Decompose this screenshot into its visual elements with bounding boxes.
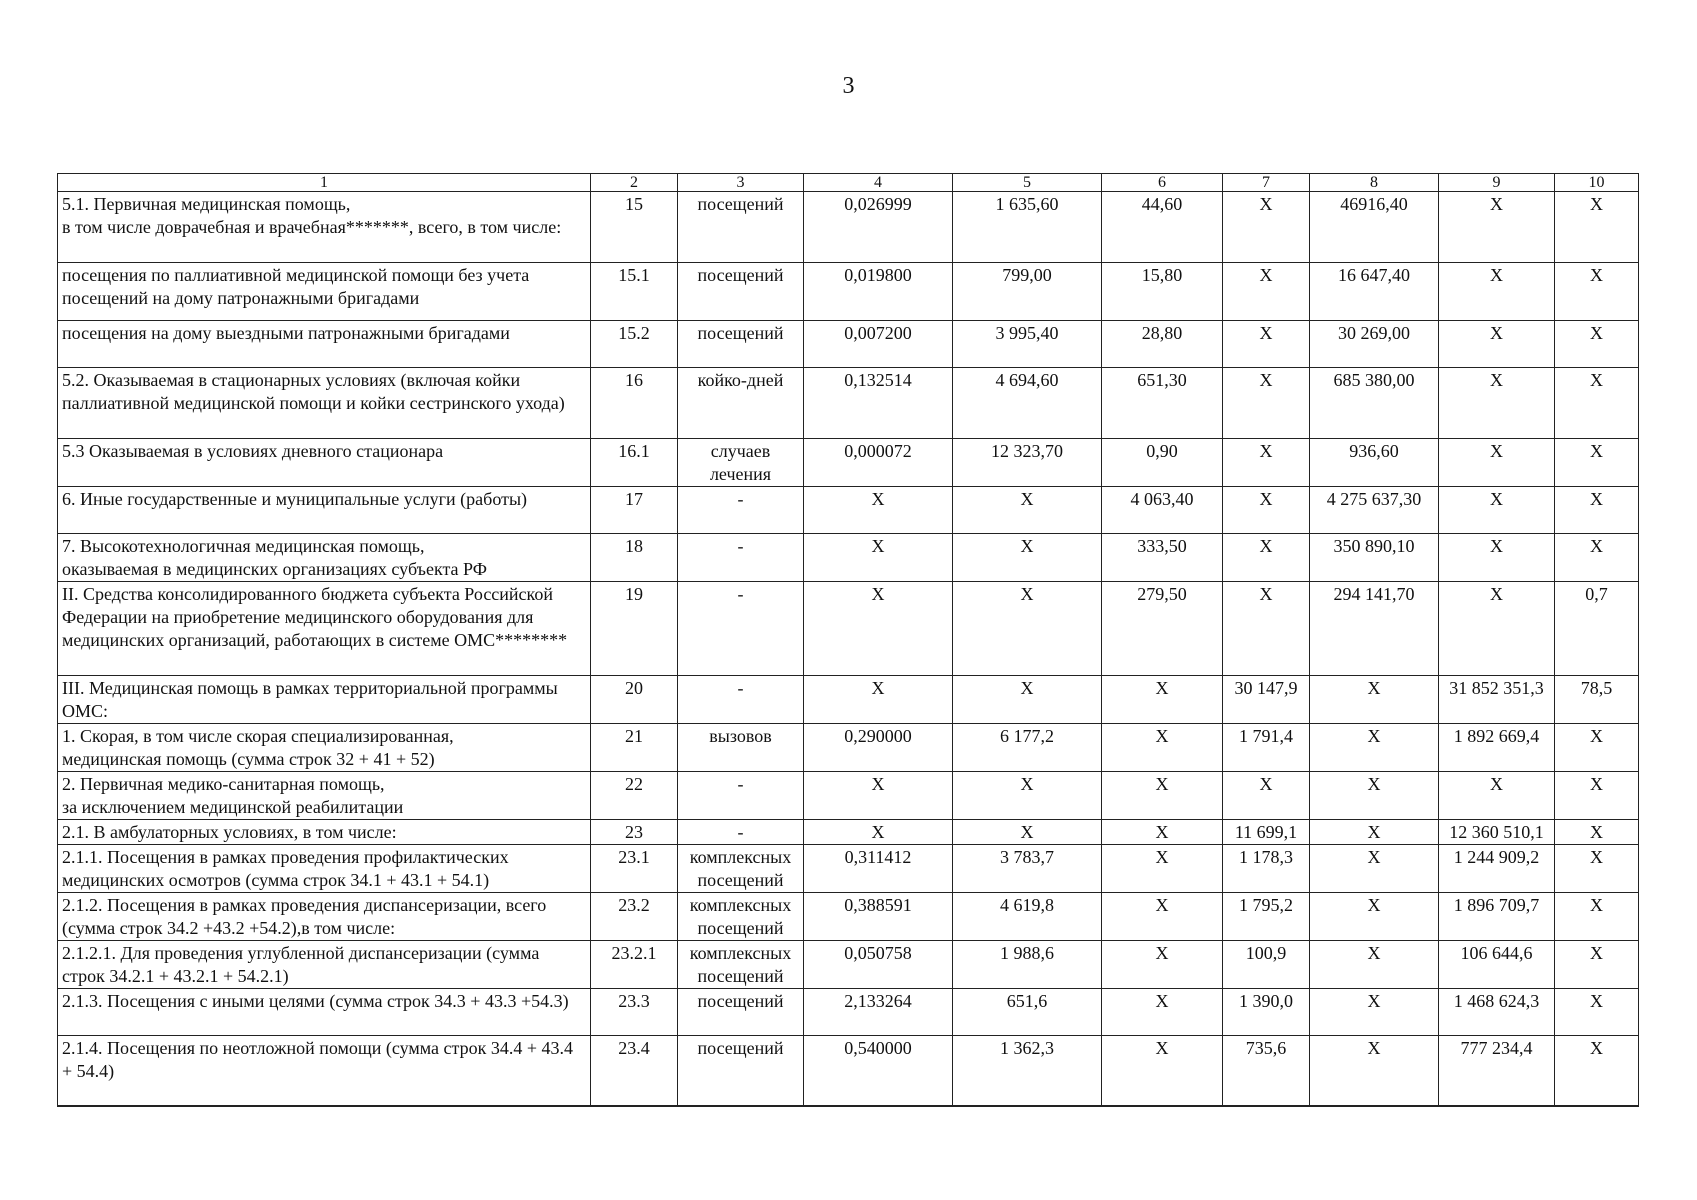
- table-row: [58, 263, 1639, 321]
- table-cell: Х: [804, 582, 953, 676]
- table-cell: 3 995,40: [953, 321, 1102, 368]
- table-cell: посещений: [678, 321, 804, 368]
- table-cell: Х: [1555, 772, 1639, 820]
- table-cell: Х: [1223, 321, 1310, 368]
- table-cell: Х: [1555, 1036, 1639, 1106]
- table-cell: Х: [1102, 845, 1223, 893]
- table-cell: Х: [1555, 439, 1639, 487]
- table-cell: 78,5: [1555, 676, 1639, 724]
- row-label-cell: 7. Высокотехнологичная медицинская помощь, оказываемая в медицинских организациях субъекта РФ: [58, 534, 591, 582]
- table-cell: Х: [1102, 772, 1223, 820]
- table-cell: -: [678, 487, 804, 534]
- table-cell: 1 896 709,7: [1439, 893, 1555, 941]
- table-cell: Х: [1310, 989, 1439, 1036]
- table-cell: 23.4: [591, 1036, 678, 1106]
- table-cell: 46916,40: [1310, 192, 1439, 263]
- table-cell: Х: [1310, 845, 1439, 893]
- table-cell: 350 890,10: [1310, 534, 1439, 582]
- table-cell: Х: [1555, 989, 1639, 1036]
- table-cell: 1 795,2: [1223, 893, 1310, 941]
- table-cell: -: [678, 534, 804, 582]
- table-cell: -: [678, 676, 804, 724]
- table-cell: 0,019800: [804, 263, 953, 321]
- column-header: 9: [1439, 174, 1555, 192]
- table-cell: 15.1: [591, 263, 678, 321]
- row-label-cell: 2.1.1. Посещения в рамках проведения профилактических медицинских осмотров (сумма строк 34.1 + 43.1 + 54.1): [58, 845, 591, 893]
- table-cell: 2,133264: [804, 989, 953, 1036]
- table-cell: 106 644,6: [1439, 941, 1555, 989]
- table-cell: 12 360 510,1: [1439, 820, 1555, 845]
- table-cell: 6 177,2: [953, 724, 1102, 772]
- table-cell: 0,290000: [804, 724, 953, 772]
- table-cell: Х: [1102, 893, 1223, 941]
- table-row: [58, 321, 1639, 368]
- table-row: [58, 941, 1639, 989]
- table-cell: 23.1: [591, 845, 678, 893]
- table-cell: -: [678, 820, 804, 845]
- data-table: [57, 173, 1639, 1107]
- table-cell: 936,60: [1310, 439, 1439, 487]
- table-cell: 1 791,4: [1223, 724, 1310, 772]
- table-cell: Х: [1223, 582, 1310, 676]
- table-cell: Х: [1555, 263, 1639, 321]
- table-cell: 777 234,4: [1439, 1036, 1555, 1106]
- table-cell: Х: [1102, 820, 1223, 845]
- table-cell: Х: [804, 772, 953, 820]
- column-header: 4: [804, 174, 953, 192]
- column-header: 3: [678, 174, 804, 192]
- table-cell: Х: [1439, 192, 1555, 263]
- table-cell: 11 699,1: [1223, 820, 1310, 845]
- row-label-cell: 2.1. В амбулаторных условиях, в том числе:: [58, 820, 591, 845]
- table-cell: 651,30: [1102, 368, 1223, 439]
- table-cell: 22: [591, 772, 678, 820]
- table-cell: Х: [1223, 772, 1310, 820]
- row-label-cell: 5.1. Первичная медицинская помощь, в том числе доврачебная и врачебная*******, всего, в том числе:: [58, 192, 591, 263]
- row-label-cell: 5.3 Оказываемая в условиях дневного стационара: [58, 439, 591, 487]
- table-cell: 0,000072: [804, 439, 953, 487]
- table-cell: 19: [591, 582, 678, 676]
- row-label-cell: посещения на дому выездными патронажными бригадами: [58, 321, 591, 368]
- row-label-cell: 2.1.2. Посещения в рамках проведения диспансеризации, всего (сумма строк 34.2 +43.2 +54.2),в том числе:: [58, 893, 591, 941]
- table-cell: Х: [1439, 368, 1555, 439]
- table-cell: 279,50: [1102, 582, 1223, 676]
- table-cell: Х: [953, 772, 1102, 820]
- table-cell: Х: [1310, 820, 1439, 845]
- table-body: [58, 192, 1639, 1106]
- table-cell: Х: [1223, 534, 1310, 582]
- table-cell: 30 269,00: [1310, 321, 1439, 368]
- table-cell: Х: [1439, 582, 1555, 676]
- table-cell: Х: [1102, 941, 1223, 989]
- table-cell: вызовов: [678, 724, 804, 772]
- table-cell: 16.1: [591, 439, 678, 487]
- table-cell: 3 783,7: [953, 845, 1102, 893]
- table-cell: 735,6: [1223, 1036, 1310, 1106]
- table-cell: Х: [804, 820, 953, 845]
- table-cell: Х: [1439, 772, 1555, 820]
- table-cell: 4 694,60: [953, 368, 1102, 439]
- table-cell: Х: [953, 487, 1102, 534]
- table-cell: Х: [1223, 192, 1310, 263]
- table-cell: 17: [591, 487, 678, 534]
- table-cell: Х: [1555, 724, 1639, 772]
- table-cell: 799,00: [953, 263, 1102, 321]
- table-row: [58, 487, 1639, 534]
- table-cell: Х: [1223, 487, 1310, 534]
- column-header: 10: [1555, 174, 1639, 192]
- table-row: [58, 989, 1639, 1036]
- table-cell: Х: [1310, 893, 1439, 941]
- table-cell: Х: [1439, 321, 1555, 368]
- table-cell: 1 468 624,3: [1439, 989, 1555, 1036]
- table-cell: посещений: [678, 263, 804, 321]
- table-cell: Х: [1223, 368, 1310, 439]
- table-cell: 100,9: [1223, 941, 1310, 989]
- table-cell: 294 141,70: [1310, 582, 1439, 676]
- row-label-cell: 6. Иные государственные и муниципальные услуги (работы): [58, 487, 591, 534]
- table-cell: 1 390,0: [1223, 989, 1310, 1036]
- table-cell: -: [678, 772, 804, 820]
- table-cell: -: [678, 582, 804, 676]
- table-cell: 1 635,60: [953, 192, 1102, 263]
- header-row: [58, 174, 1639, 192]
- table-cell: Х: [1310, 724, 1439, 772]
- table-cell: Х: [1439, 263, 1555, 321]
- table-cell: Х: [1555, 845, 1639, 893]
- table-cell: Х: [1555, 321, 1639, 368]
- table-cell: 0,90: [1102, 439, 1223, 487]
- table-cell: Х: [804, 534, 953, 582]
- row-label-cell: II. Средства консолидированного бюджета субъекта Российской Федерации на приобретение медицинского оборудования для медицинских организаций, работающих в системе ОМС********: [58, 582, 591, 676]
- table-cell: Х: [953, 534, 1102, 582]
- table-cell: 1 988,6: [953, 941, 1102, 989]
- table-cell: Х: [1310, 772, 1439, 820]
- table-cell: 20: [591, 676, 678, 724]
- table-cell: Х: [1555, 820, 1639, 845]
- table-cell: Х: [1439, 534, 1555, 582]
- table-cell: 16 647,40: [1310, 263, 1439, 321]
- row-label-cell: 2.1.3. Посещения с иными целями (сумма строк 34.3 + 43.3 +54.3): [58, 989, 591, 1036]
- table-row: [58, 439, 1639, 487]
- table-cell: 18: [591, 534, 678, 582]
- table-row: [58, 820, 1639, 845]
- table-row: [58, 676, 1639, 724]
- table-cell: Х: [1555, 487, 1639, 534]
- table-cell: 0,540000: [804, 1036, 953, 1106]
- table-cell: 685 380,00: [1310, 368, 1439, 439]
- table-row: [58, 772, 1639, 820]
- table-cell: Х: [1223, 263, 1310, 321]
- table-row: [58, 724, 1639, 772]
- table-cell: 1 362,3: [953, 1036, 1102, 1106]
- row-label-cell: 2.1.2.1. Для проведения углубленной диспансеризации (сумма строк 34.2.1 + 43.2.1 + 54.2.1): [58, 941, 591, 989]
- table-cell: 16: [591, 368, 678, 439]
- table-cell: 0,132514: [804, 368, 953, 439]
- table-cell: посещений: [678, 989, 804, 1036]
- table-cell: комплексных посещений: [678, 893, 804, 941]
- row-label-cell: 5.2. Оказываемая в стационарных условиях (включая койки паллиативной медицинской помощи и койки сестринского ухода): [58, 368, 591, 439]
- table-cell: 12 323,70: [953, 439, 1102, 487]
- table-cell: 15.2: [591, 321, 678, 368]
- table-cell: 1 178,3: [1223, 845, 1310, 893]
- row-label-cell: 2. Первичная медико-санитарная помощь, за исключением медицинской реабилитации: [58, 772, 591, 820]
- column-header: 6: [1102, 174, 1223, 192]
- table-cell: 0,388591: [804, 893, 953, 941]
- table-cell: 651,6: [953, 989, 1102, 1036]
- table-cell: Х: [1102, 989, 1223, 1036]
- table-row: [58, 368, 1639, 439]
- table-cell: Х: [953, 820, 1102, 845]
- column-header: 7: [1223, 174, 1310, 192]
- table-cell: 0,7: [1555, 582, 1639, 676]
- table-cell: 30 147,9: [1223, 676, 1310, 724]
- table-cell: 21: [591, 724, 678, 772]
- table-cell: Х: [1102, 724, 1223, 772]
- table-cell: Х: [1102, 1036, 1223, 1106]
- table-cell: Х: [1310, 1036, 1439, 1106]
- column-header: 5: [953, 174, 1102, 192]
- table-cell: Х: [953, 582, 1102, 676]
- table-cell: 4 275 637,30: [1310, 487, 1439, 534]
- table-cell: 4 619,8: [953, 893, 1102, 941]
- row-label-cell: 2.1.4. Посещения по неотложной помощи (сумма строк 34.4 + 43.4 + 54.4): [58, 1036, 591, 1106]
- column-header: 2: [591, 174, 678, 192]
- row-label-cell: III. Медицинская помощь в рамках территориальной программы ОМС:: [58, 676, 591, 724]
- table-cell: 23.2: [591, 893, 678, 941]
- table-cell: Х: [804, 487, 953, 534]
- table-cell: Х: [1555, 192, 1639, 263]
- table-cell: 23.2.1: [591, 941, 678, 989]
- row-label-cell: 1. Скорая, в том числе скорая специализированная, медицинская помощь (сумма строк 32 + 41 + 52): [58, 724, 591, 772]
- table-cell: комплексных посещений: [678, 941, 804, 989]
- table-cell: Х: [1223, 439, 1310, 487]
- table-cell: 0,050758: [804, 941, 953, 989]
- table-cell: случаев лечения: [678, 439, 804, 487]
- table-cell: 44,60: [1102, 192, 1223, 263]
- table-cell: Х: [1102, 676, 1223, 724]
- table-cell: 0,311412: [804, 845, 953, 893]
- table-cell: посещений: [678, 192, 804, 263]
- table-row: [58, 1036, 1639, 1106]
- table-row: [58, 534, 1639, 582]
- table-row: [58, 582, 1639, 676]
- table-cell: Х: [804, 676, 953, 724]
- table-cell: 15: [591, 192, 678, 263]
- table-cell: 0,026999: [804, 192, 953, 263]
- table-cell: 333,50: [1102, 534, 1223, 582]
- row-label-cell: посещения по паллиативной медицинской помощи без учета посещений на дому патронажными бригадами: [58, 263, 591, 321]
- table-cell: Х: [1310, 676, 1439, 724]
- page-number: 3: [842, 73, 855, 99]
- table-cell: 15,80: [1102, 263, 1223, 321]
- table-cell: Х: [1310, 941, 1439, 989]
- table-cell: 31 852 351,3: [1439, 676, 1555, 724]
- table-row: [58, 893, 1639, 941]
- table-row: [58, 192, 1639, 263]
- table-cell: Х: [1439, 487, 1555, 534]
- table-cell: Х: [953, 676, 1102, 724]
- table-cell: Х: [1555, 893, 1639, 941]
- column-header: 1: [58, 174, 591, 192]
- table-cell: 23.3: [591, 989, 678, 1036]
- column-header: 8: [1310, 174, 1439, 192]
- table-cell: Х: [1555, 534, 1639, 582]
- table-cell: 4 063,40: [1102, 487, 1223, 534]
- table-cell: 23: [591, 820, 678, 845]
- table-row: [58, 845, 1639, 893]
- table-cell: 1 892 669,4: [1439, 724, 1555, 772]
- table-cell: Х: [1555, 368, 1639, 439]
- table-cell: посещений: [678, 1036, 804, 1106]
- table-cell: 0,007200: [804, 321, 953, 368]
- table-cell: 1 244 909,2: [1439, 845, 1555, 893]
- table-cell: комплексных посещений: [678, 845, 804, 893]
- table-cell: койко-дней: [678, 368, 804, 439]
- table-cell: Х: [1555, 941, 1639, 989]
- table-cell: 28,80: [1102, 321, 1223, 368]
- table-cell: Х: [1439, 439, 1555, 487]
